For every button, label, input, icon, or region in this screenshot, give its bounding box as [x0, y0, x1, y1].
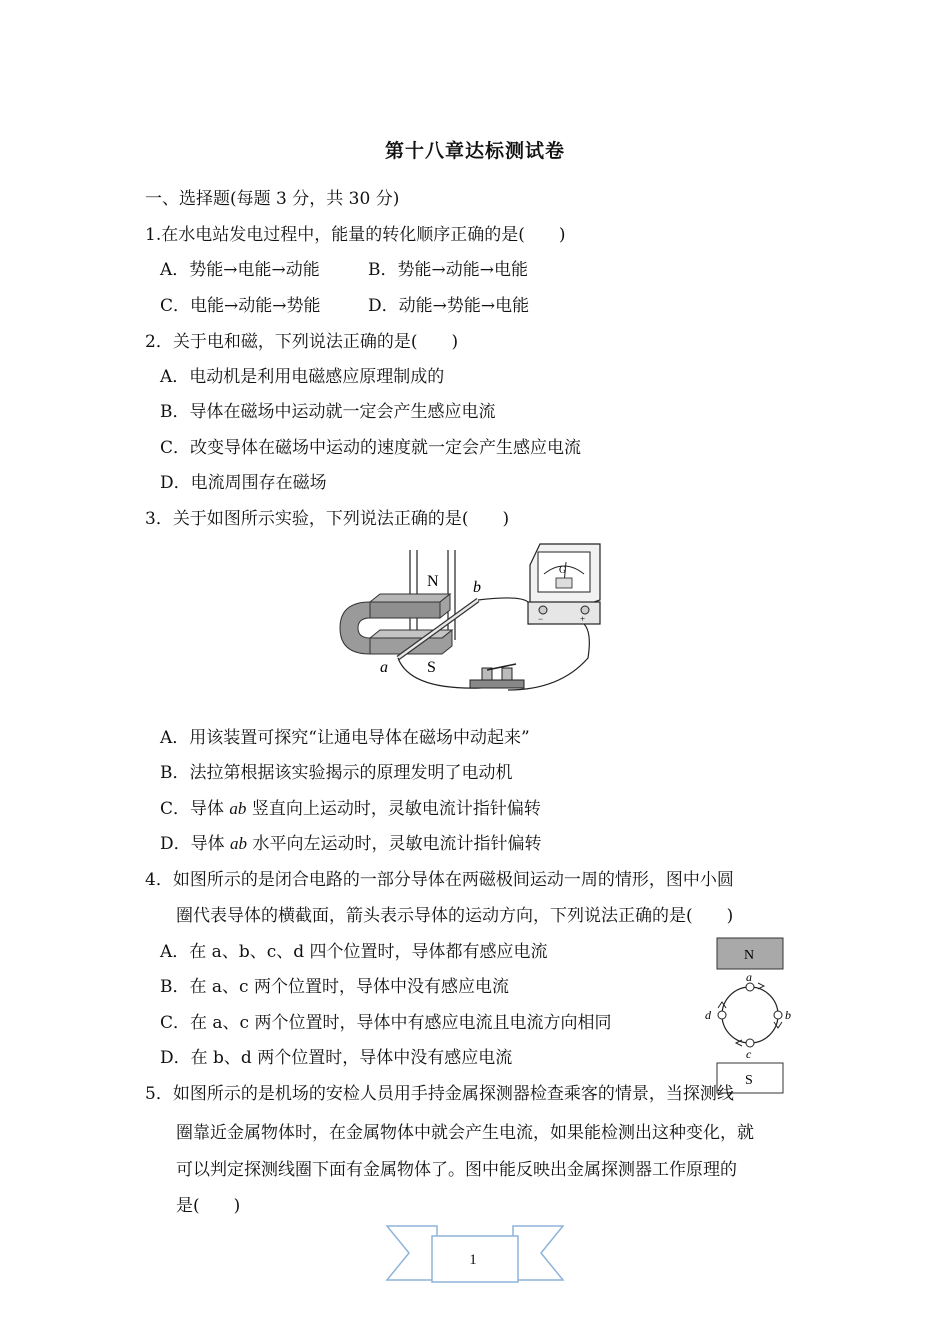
q3-terminal-minus: −: [538, 614, 544, 624]
q3-option-c: [160, 797, 541, 821]
q3-label-s: S: [427, 659, 436, 676]
q2-option-b: B．导体在磁场中运动就一定会产生感应电流: [160, 402, 496, 422]
q4-option-d: D．在 b、d 两个位置时，导体中没有感应电流: [160, 1048, 513, 1068]
q4-stem-line1: 4．如图所示的是闭合电路的一部分导体在两磁极间运动一周的情形，图中小圆: [145, 870, 734, 890]
q1-option-c: C．电能→动能→势能: [160, 296, 321, 316]
q4-label-d: d: [705, 1008, 711, 1022]
q4-option-a: A．在 a、b、c、d 四个位置时，导体都有感应电流: [160, 942, 548, 962]
q2-stem: 2．关于电和磁，下列说法正确的是( ): [145, 332, 459, 352]
q1-option-a: A．势能→电能→动能: [160, 260, 320, 280]
q5-stem-line2: 圈靠近金属物体时，在金属物体中就会产生电流，如果能检测出这种变化，就: [176, 1123, 754, 1143]
page-number: 1: [469, 1251, 477, 1268]
q4-pole-n: N: [744, 948, 755, 963]
q1-option-d: D．动能→势能→电能: [368, 296, 530, 316]
q1-option-b: B．势能→动能→电能: [368, 260, 528, 280]
q1-options-ab: [160, 258, 528, 282]
q3-label-b: b: [473, 579, 481, 596]
page-title: 第十八章达标测试卷: [384, 140, 565, 162]
q3-galvanometer-label: G: [559, 565, 567, 576]
q5-stem-line3: 可以判定探测线圈下面有金属物体了。图中能反映出金属探测器工作原理的: [176, 1160, 737, 1180]
q1-stem: 1.在水电站发电过程中，能量的转化顺序正确的是( ): [145, 225, 566, 245]
q4-option-b: B．在 a、c 两个位置时，导体中没有感应电流: [160, 977, 509, 997]
q3-option-d: [160, 832, 541, 856]
q3-label-a: a: [380, 659, 388, 676]
q3-option-c-conductor: ab: [229, 799, 247, 818]
q3-option-d-conductor: ab: [230, 834, 248, 853]
q5-stem-line1: 5．如图所示的是机场的安检人员用手持金属探测器检查乘客的情景，当探测线: [145, 1084, 734, 1104]
q3-option-d-post: 水平向左运动时，灵敏电流计指针偏转: [247, 834, 542, 854]
q2-option-a: A．电动机是利用电磁感应原理制成的: [160, 367, 445, 387]
q3-apparatus-figure: [330, 540, 620, 700]
section-heading: 一、选择题(每题 3 分，共 30 分): [145, 189, 400, 209]
q1-options-cd: [160, 294, 530, 318]
q3-option-a: A．用该装置可探究“让通电导体在磁场中动起来”: [160, 728, 530, 748]
q4-label-c: c: [746, 1047, 752, 1061]
q4-stem-line2: 圈代表导体的横截面，箭头表示导体的运动方向，下列说法正确的是( ): [176, 906, 734, 926]
q4-option-c: C．在 a、c 两个位置时，导体中有感应电流且电流方向相同: [160, 1013, 612, 1033]
q2-option-d: D．电流周围存在磁场: [160, 473, 327, 493]
q4-label-a: a: [746, 970, 752, 984]
q4-magnet-figure: [700, 936, 800, 1096]
q4-label-b: b: [785, 1008, 791, 1022]
q4-pole-s: S: [745, 1073, 753, 1088]
q3-option-b: B．法拉第根据该实验揭示的原理发明了电动机: [160, 763, 513, 783]
q3-option-d-pre: D．导体: [160, 834, 231, 854]
q5-stem-line4: 是( ): [176, 1196, 241, 1216]
q3-terminal-plus: +: [580, 614, 586, 624]
q2-option-c: C．改变导体在磁场中运动的速度就一定会产生感应电流: [160, 438, 582, 458]
q3-stem: 3．关于如图所示实验，下列说法正确的是( ): [145, 509, 510, 529]
q3-option-c-pre: C．导体: [160, 799, 230, 819]
q3-option-c-post: 竖直向上运动时，灵敏电流计指针偏转: [246, 799, 541, 819]
q3-label-n: N: [427, 573, 439, 590]
